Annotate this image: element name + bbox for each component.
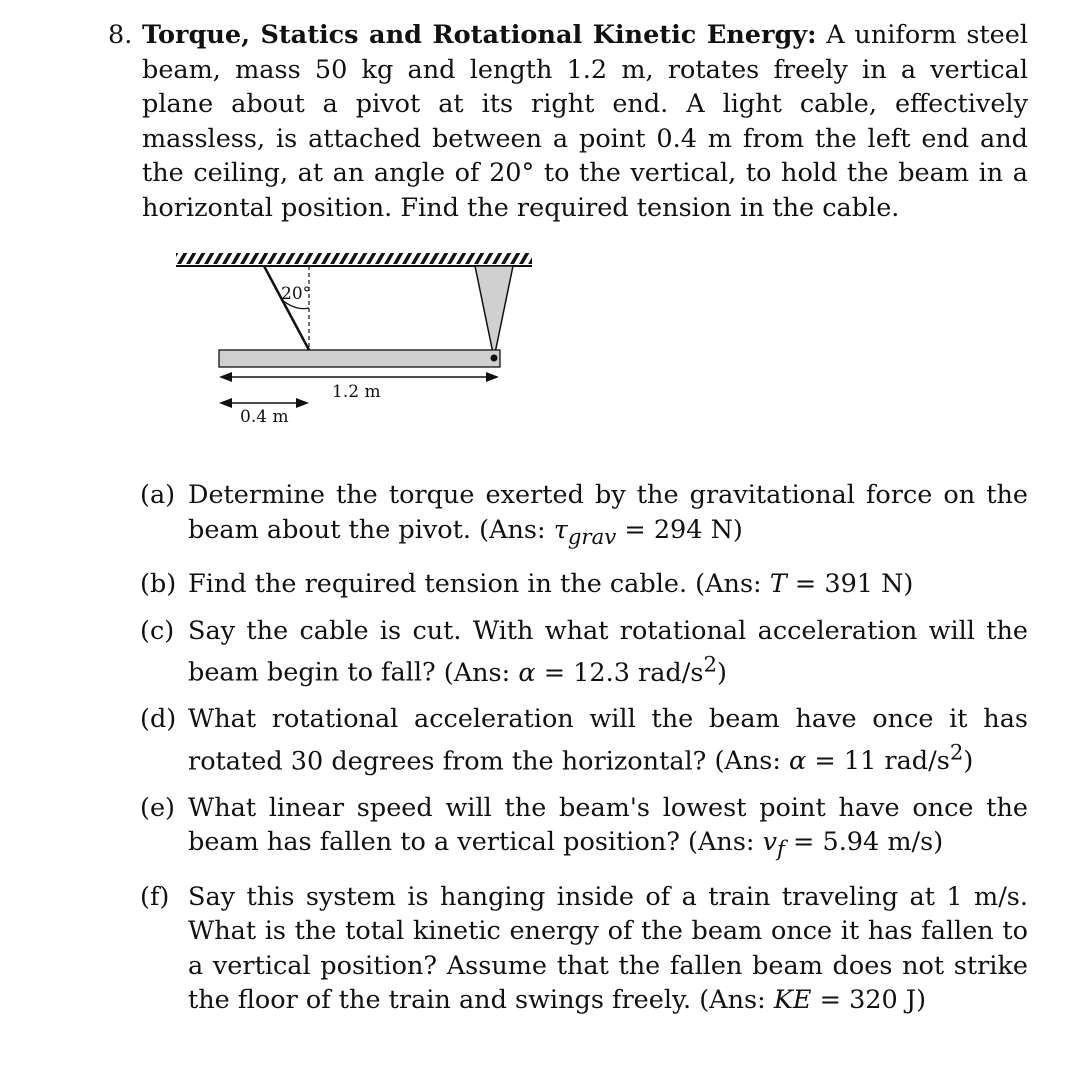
part-label: (d) (140, 704, 177, 735)
part-label: (c) (140, 615, 175, 646)
answer-prefix: (Ans: (695, 569, 762, 600)
part-a (140, 478, 1028, 555)
answer-prefix: (Ans: (699, 985, 766, 1016)
answer-value: = 11 rad/s (814, 746, 950, 777)
offset-label: 0.4 m (240, 407, 289, 427)
angle-label: 20° (281, 284, 312, 304)
pivot-support (475, 266, 513, 358)
answer-subscript: grav (567, 524, 617, 550)
part-question: What linear speed will the beam's lowest point have once the beam has fallen to a vertical position? (188, 792, 1028, 858)
part-d (140, 702, 1028, 779)
problem-number: 8. (108, 20, 133, 50)
problem-8 (108, 18, 1028, 225)
part-answer (714, 740, 974, 777)
part-question: Say the cable is cut. With what rotational acceleration will the beam begin to fall? (188, 615, 1028, 688)
answer-symbol: α (518, 657, 536, 688)
length-arrow-right (486, 372, 499, 382)
part-label: (a) (140, 480, 176, 510)
part-b (140, 567, 1028, 602)
answer-subscript: f (777, 837, 785, 863)
part-answer (695, 569, 913, 599)
answer-value: = 5.94 m/s) (793, 827, 944, 858)
beam (219, 350, 500, 367)
ceiling-hatch (176, 253, 532, 264)
answer-value: = 391 N) (794, 569, 914, 600)
answer-symbol: T (769, 569, 787, 600)
part-answer (688, 827, 944, 863)
part-e (140, 791, 1028, 868)
answer-prefix: (Ans: (443, 657, 511, 688)
part-label: (b) (140, 569, 177, 600)
problem-statement (142, 18, 1028, 225)
problem-title: Torque, Statics and Rotational Kinetic Energy: (142, 20, 817, 50)
answer-symbol: τ (553, 514, 568, 545)
answer-prefix: (Ans: (688, 827, 755, 858)
sub-questions (140, 478, 1028, 1030)
part-label: (e) (140, 792, 175, 823)
problem-text: A uniform steel beam, mass 50 kg and length 1.2 m, rotates freely in a vertical plane about a pivot at its right end. A light cable, effectively massless, is attached between a point 0.4 m from the left end and the ceiling, at an angle of 20° to the vertical, to hold the beam in a horizontal position. Find the required tension in the cable. (142, 20, 1028, 223)
answer-prefix: (Ans: (479, 514, 546, 545)
part-question: Determine the torque exerted by the gravitational force on the beam about the pivot. (188, 480, 1028, 545)
offset-arrow-left (219, 398, 232, 408)
beam-diagram (170, 245, 540, 430)
part-answer (443, 652, 727, 688)
part-answer (699, 985, 926, 1015)
part-f (140, 880, 1028, 1018)
answer-close: ) (716, 657, 727, 688)
answer-prefix: (Ans: (714, 746, 781, 777)
answer-value: = 294 N) (624, 514, 743, 545)
length-arrow-left (219, 372, 232, 382)
part-question: Say this system is hanging inside of a train traveling at 1 m/s. What is the total kinetic energy of the beam once it has fallen to a vertical position? Assume that the fallen beam does not strike the floor of the train and swings freely. (188, 881, 1028, 1016)
answer-symbol: v (762, 827, 778, 858)
answer-symbol: KE (773, 985, 812, 1016)
answer-superscript: 2 (703, 652, 717, 678)
answer-value: = 320 J) (819, 985, 927, 1016)
part-c (140, 614, 1028, 691)
answer-close: ) (963, 746, 974, 777)
part-answer (479, 514, 743, 550)
offset-arrow-right (296, 398, 309, 408)
beam-diagram-svg (170, 245, 540, 430)
answer-value: = 12.3 rad/s (543, 657, 704, 688)
part-label: (f) (140, 881, 170, 912)
part-question: Find the required tension in the cable. (188, 569, 688, 600)
answer-symbol: α (789, 746, 807, 777)
length-label: 1.2 m (332, 382, 381, 402)
answer-superscript: 2 (949, 740, 964, 766)
part-question: What rotational acceleration will the beam have once it has rotated 30 degrees from the horizontal? (188, 704, 1028, 777)
pivot-point (491, 355, 498, 362)
